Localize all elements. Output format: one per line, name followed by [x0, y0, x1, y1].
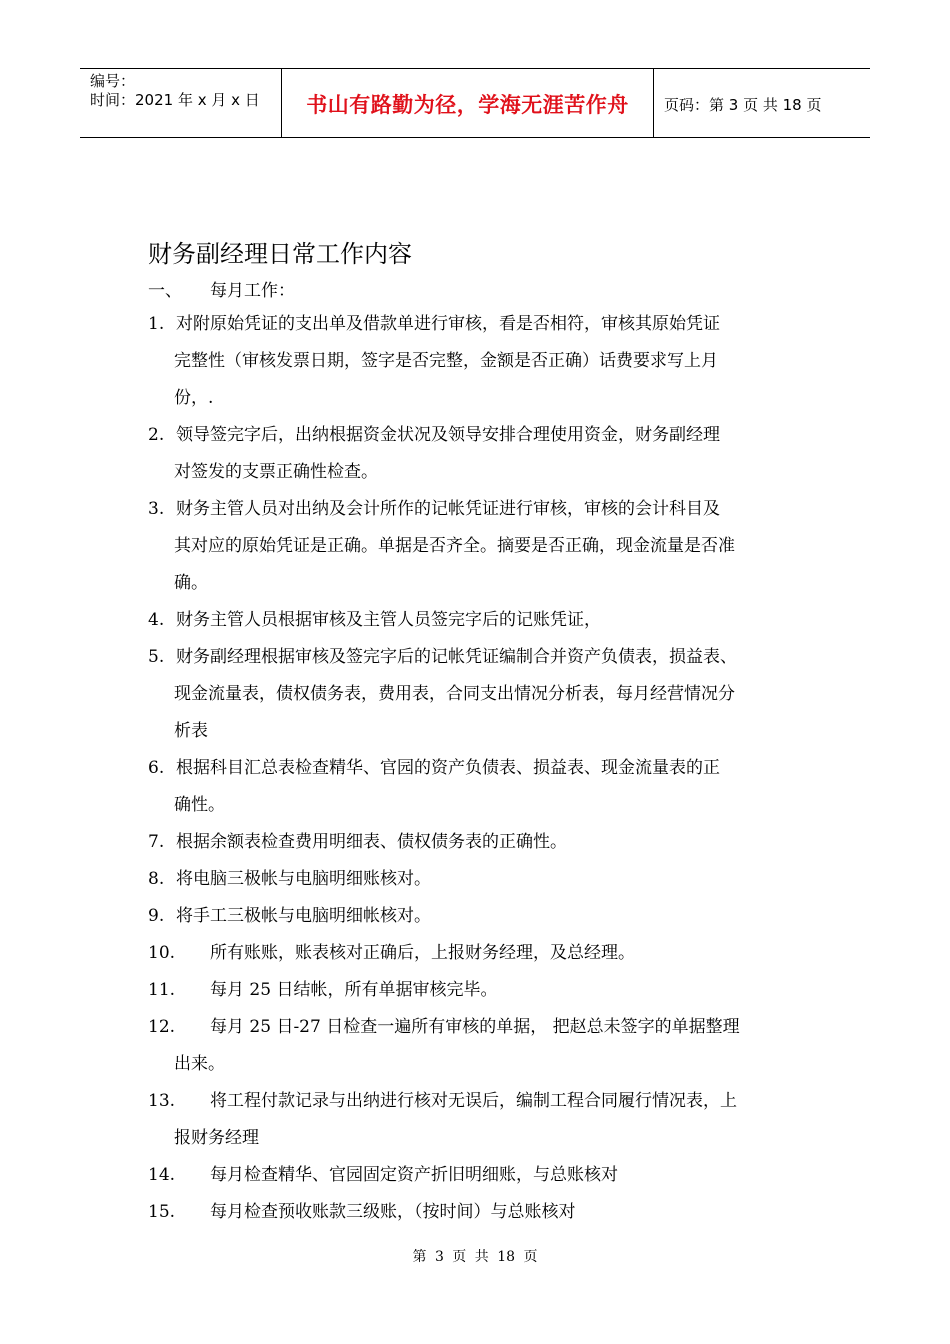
task-list [148, 306, 828, 1231]
page-header [80, 68, 870, 138]
list-item-line: 对签发的支票正确性检查。 [174, 462, 378, 482]
list-item-text [174, 1083, 828, 1157]
list-item-text [176, 491, 828, 602]
list-item [148, 750, 828, 824]
list-item-number: 12. [148, 1017, 176, 1037]
list-item-number: 3. [148, 499, 165, 519]
section-heading [148, 276, 295, 301]
list-item-line: 完整性（审核发票日期，签字是否完整，金额是否正确）话费要求写上月 [174, 351, 718, 371]
list-item-number: 9. [148, 906, 165, 926]
list-item-line: 将工程付款记录与出纳进行核对无误后，编制工程合同履行情况表，上 [210, 1091, 737, 1111]
list-item-line: 份，. [174, 388, 214, 408]
list-item [148, 1009, 828, 1083]
list-item-text [210, 1194, 828, 1231]
list-item [148, 861, 828, 898]
list-item-line: 其对应的原始凭证是正确。单据是否齐全。摘要是否正确，现金流量是否准 [174, 536, 735, 556]
serial-number-label: 编号： [90, 72, 136, 90]
list-item [148, 898, 828, 935]
list-item-line: 将手工三极帐与电脑明细帐核对。 [176, 906, 431, 926]
list-item [148, 824, 828, 861]
list-item-text [176, 306, 828, 417]
date-label: 时间：2021 年 x 月 x 日 [90, 91, 260, 109]
list-item [148, 1157, 828, 1194]
list-item-number: 14. [148, 1165, 176, 1185]
list-item-number: 2. [148, 425, 165, 445]
list-item-line: 每月检查精华、官园固定资产折旧明细账，与总账核对 [210, 1165, 618, 1185]
document-title: 财务副经理日常工作内容 [148, 240, 412, 268]
list-item-number: 15. [148, 1202, 176, 1222]
list-item-text [176, 417, 828, 491]
list-item-text [176, 602, 828, 639]
list-item-line: 每月 25 日结帐，所有单据审核完毕。 [210, 980, 498, 1000]
list-item-text [174, 1009, 828, 1083]
header-motto-cell [282, 69, 654, 137]
header-page-info: 页码：第 3 页 共 18 页 [664, 95, 822, 114]
list-item-line: 析表 [174, 721, 208, 741]
list-item-line: 财务主管人员根据审核及主管人员签完字后的记账凭证， [176, 610, 601, 630]
list-item-number: 13. [148, 1091, 176, 1111]
list-item [148, 491, 828, 602]
page-footer: 第 3 页 共 18 页 [412, 1249, 538, 1265]
list-item-line: 领导签完字后，出纳根据资金状况及领导安排合理使用资金，财务副经理 [176, 425, 720, 445]
list-item [148, 417, 828, 491]
list-item-line: 确性。 [174, 795, 225, 815]
list-item [148, 306, 828, 417]
list-item-line: 出来。 [174, 1054, 225, 1074]
list-item-text [176, 824, 828, 861]
list-item-number: 11. [148, 980, 176, 1000]
list-item-text [176, 861, 828, 898]
list-item-line: 根据科目汇总表检查精华、官园的资产负债表、损益表、现金流量表的正 [176, 758, 720, 778]
list-item [148, 639, 828, 750]
list-item [148, 1083, 828, 1157]
list-item-number: 5. [148, 647, 165, 667]
list-item [148, 935, 828, 972]
list-item-line: 所有账账，账表核对正确后，上报财务经理，及总经理。 [210, 943, 635, 963]
motto-text: 书山有路勤为径，学海无涯苦作舟 [306, 93, 629, 117]
list-item-line: 每月检查预收账款三级账，（按时间）与总账核对 [210, 1202, 576, 1222]
list-item-text [176, 750, 828, 824]
list-item-text [176, 639, 828, 750]
list-item-text [210, 972, 828, 1009]
list-item-line: 将电脑三极帐与电脑明细账核对。 [176, 869, 431, 889]
list-item-text [176, 898, 828, 935]
list-item-line: 每月 25 日-27 日检查一遍所有审核的单据， 把赵总未签字的单据整理 [210, 1017, 740, 1037]
list-item-number: 6. [148, 758, 165, 778]
list-item-number: 10. [148, 943, 176, 963]
list-item-number: 4. [148, 610, 165, 630]
list-item [148, 602, 828, 639]
list-item-number: 1. [148, 314, 165, 334]
list-item-line: 现金流量表，债权债务表，费用表，合同支出情况分析表，每月经营情况分 [174, 684, 735, 704]
section-marker: 一、 [148, 281, 182, 301]
list-item [148, 1194, 828, 1231]
header-meta-cell [80, 69, 282, 137]
list-item-line: 根据余额表检查费用明细表、债权债务表的正确性。 [176, 832, 567, 852]
list-item-number: 7. [148, 832, 165, 852]
list-item-line: 财务主管人员对出纳及会计所作的记帐凭证进行审核，审核的会计科目及 [176, 499, 720, 519]
list-item-text [210, 935, 828, 972]
list-item-text [210, 1157, 828, 1194]
list-item-number: 8. [148, 869, 165, 889]
list-item-line: 财务副经理根据审核及签完字后的记帐凭证编制合并资产负债表，损益表、 [176, 647, 737, 667]
list-item-line: 对附原始凭证的支出单及借款单进行审核，看是否相符，审核其原始凭证 [176, 314, 720, 334]
list-item-line: 报财务经理 [174, 1128, 259, 1148]
section-title: 每月工作： [210, 281, 295, 301]
list-item-line: 确。 [174, 573, 208, 593]
list-item [148, 972, 828, 1009]
header-page-cell [654, 69, 870, 137]
